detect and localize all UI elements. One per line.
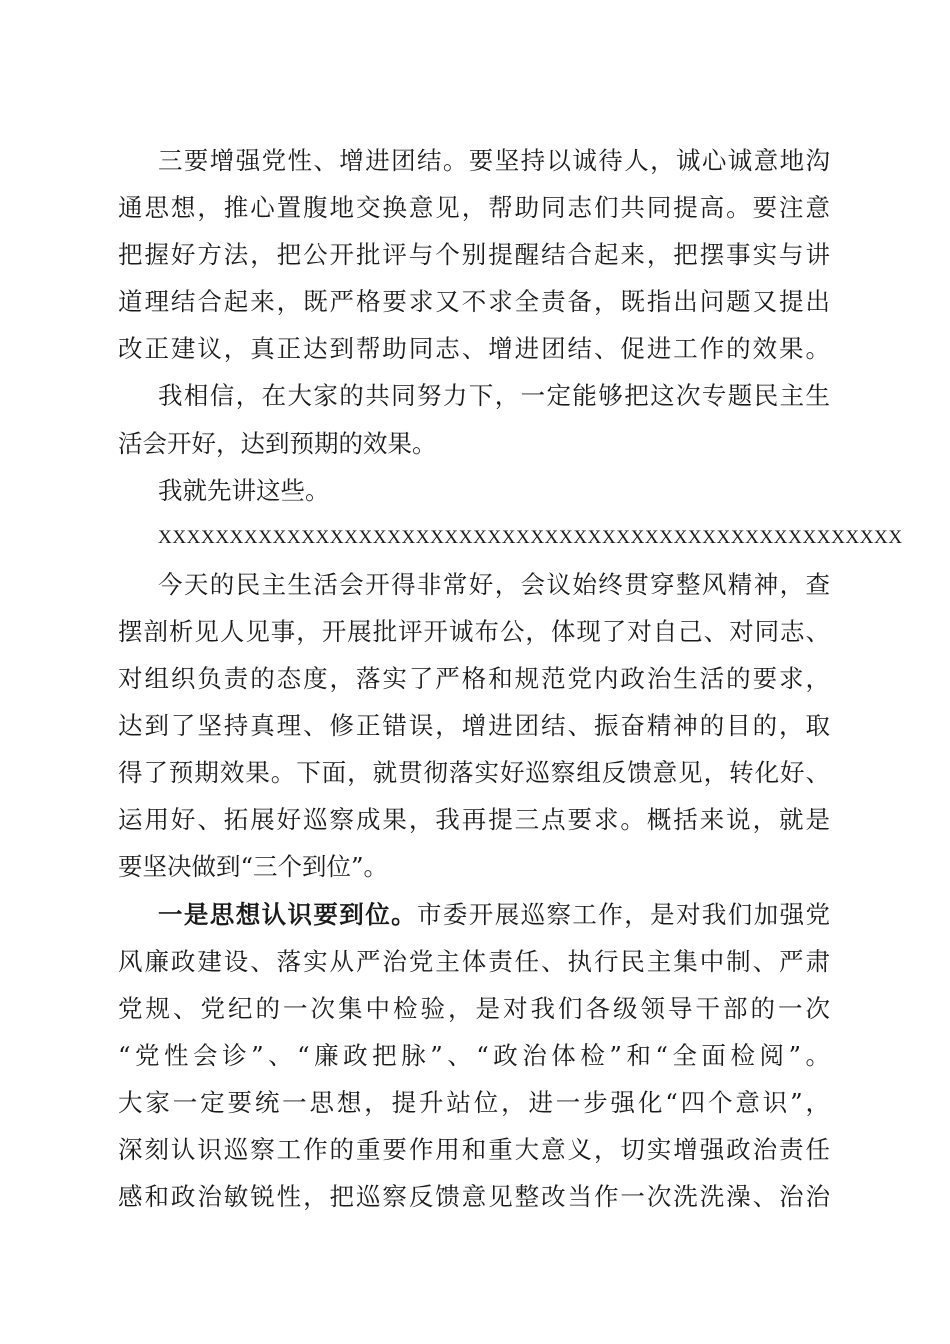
text-line bbox=[118, 749, 830, 796]
line-text: 改正建议，真正达到帮助同志、增进团结、促进工作的效果。 bbox=[118, 334, 830, 364]
text-line bbox=[118, 420, 830, 467]
text-line bbox=[118, 325, 830, 372]
line-text: 今天的民主生活会开得非常好，会议始终贯穿整风精神，查 bbox=[158, 569, 830, 599]
line-text: 得了预期效果。下面，就贯彻落实好巡察组反馈意见，转化好、 bbox=[118, 758, 830, 788]
text-line bbox=[118, 467, 830, 514]
document-body bbox=[118, 137, 903, 1220]
line-text: “党性会诊”、“廉政把脉”、“政治体检”和“全面检阅”。 bbox=[118, 1040, 830, 1070]
line-text: 党规、党纪的一次集中检验，是对我们各级领导干部的一次 bbox=[118, 993, 830, 1023]
text-line bbox=[118, 1079, 830, 1126]
bold-heading: 一是思想认识要到位。 bbox=[158, 899, 417, 929]
line-text: XXXXXXXXXXXXXXXXXXXXXXXXXXXXXXXXXXXXXXXXXXXXXXXXXXXX bbox=[158, 526, 903, 548]
line-text: 通思想，推心置腹地交换意见，帮助同志们共同提高。要注意 bbox=[118, 193, 830, 223]
line-text: 大家一定要统一思想，提升站位，进一步强化“四个意识”， bbox=[118, 1087, 830, 1117]
text-line bbox=[118, 561, 830, 608]
line-text: 要坚决做到“三个到位”。 bbox=[118, 852, 389, 882]
line-text: 摆剖析见人见事，开展批评开诚布公，体现了对自己、对同志、 bbox=[118, 616, 830, 646]
line-text: 道理结合起来，既严格要求又不求全责备，既指出问题又提出 bbox=[118, 287, 830, 317]
line-text: 市委开展巡察工作，是对我们加强党 bbox=[417, 899, 830, 929]
separator-line bbox=[118, 514, 903, 561]
line-text: 活会开好，达到预期的效果。 bbox=[118, 428, 437, 458]
line-text: 运用好、拓展好巡察成果，我再提三点要求。概括来说，就是 bbox=[118, 805, 830, 835]
text-line bbox=[118, 843, 830, 890]
text-line bbox=[118, 278, 830, 325]
text-line bbox=[118, 137, 830, 184]
line-text: 把握好方法，把公开批评与个别提醒结合起来，把摆事实与讲 bbox=[118, 240, 830, 270]
text-line bbox=[118, 372, 830, 419]
line-text: 三要增强党性、增进团结。要坚持以诚待人，诚心诚意地沟 bbox=[158, 146, 830, 175]
text-line bbox=[118, 608, 830, 655]
text-line bbox=[118, 231, 830, 278]
text-line bbox=[118, 1173, 830, 1220]
text-line bbox=[118, 796, 830, 843]
text-line bbox=[118, 985, 830, 1032]
line-text: 风廉政建设、落实从严治党主体责任、执行民主集中制、严肃 bbox=[118, 946, 830, 976]
text-line bbox=[118, 655, 830, 702]
line-text: 感和政治敏锐性，把巡察反馈意见整改当作一次洗洗澡、治治 bbox=[118, 1182, 830, 1212]
line-text: 我就先讲这些。 bbox=[158, 475, 330, 505]
text-line bbox=[118, 891, 830, 938]
line-text: 达到了坚持真理、修正错误，增进团结、振奋精神的目的，取 bbox=[118, 711, 830, 741]
line-text: 对组织负责的态度，落实了严格和规范党内政治生活的要求， bbox=[118, 664, 830, 694]
line-text: 我相信，在大家的共同努力下，一定能够把这次专题民主生 bbox=[158, 381, 830, 411]
line-text: 深刻认识巡察工作的重要作用和重大意义，切实增强政治责任 bbox=[118, 1134, 830, 1164]
text-line bbox=[118, 938, 830, 985]
text-line bbox=[118, 1032, 830, 1079]
text-line bbox=[118, 184, 830, 231]
text-line bbox=[118, 1126, 830, 1173]
text-line bbox=[118, 702, 830, 749]
